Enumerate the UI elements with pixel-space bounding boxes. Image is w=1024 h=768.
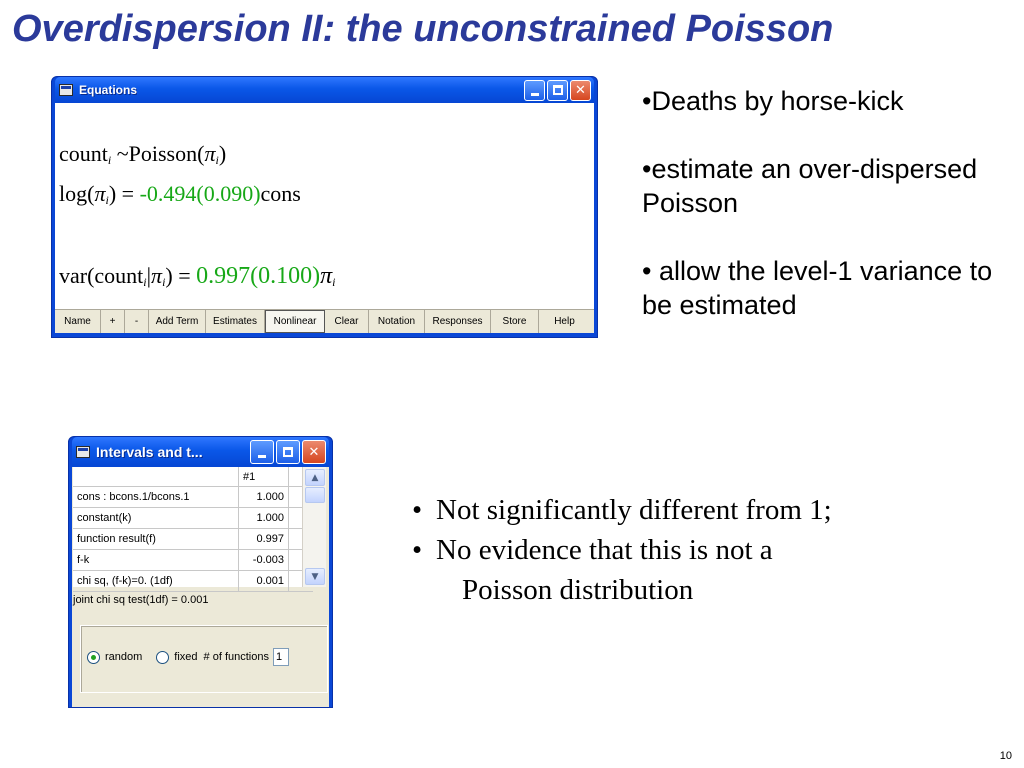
grid-scrollbar[interactable] xyxy=(302,467,326,587)
minimize-icon xyxy=(258,455,266,458)
intervals-window xyxy=(68,436,333,708)
window-app-icon xyxy=(59,84,73,96)
scroll-thumb[interactable] xyxy=(305,487,325,503)
name-button[interactable]: Name xyxy=(55,310,101,333)
close-icon: ✕ xyxy=(575,82,586,98)
bullet-item xyxy=(412,490,972,530)
grid-column-header: #1 xyxy=(239,467,289,486)
equation-distribution[interactable] xyxy=(59,141,226,168)
row-name: function result(f) xyxy=(73,529,239,549)
table-row[interactable] xyxy=(73,550,313,571)
equations-titlebar[interactable] xyxy=(55,77,594,103)
maximize-button[interactable] xyxy=(276,440,300,464)
bullet-item: • allow the level-1 variance to be estimated xyxy=(642,256,993,320)
num-functions-label: # of functions xyxy=(203,651,269,663)
bullet-continuation: Poisson distribution xyxy=(462,574,694,606)
bullet-item: •estimate an over-dispersed Poisson xyxy=(642,154,978,218)
equation-link[interactable] xyxy=(59,181,301,208)
num-functions-input[interactable]: 1 xyxy=(273,648,289,666)
equations-display xyxy=(55,103,594,309)
bullet-item xyxy=(412,530,972,570)
row-value: 1.000 xyxy=(239,508,289,528)
eq-pi: π xyxy=(204,141,216,166)
chevron-down-icon: ▼ xyxy=(311,571,319,582)
bullets-lower xyxy=(412,490,972,610)
slide-title: Overdispersion II: the unconstrained Poisson xyxy=(12,8,834,50)
minimize-button[interactable] xyxy=(250,440,274,464)
eq-log: log( xyxy=(59,181,95,206)
bullet-item: •Deaths by horse-kick xyxy=(642,86,904,116)
equation-variance[interactable] xyxy=(59,263,336,290)
eq-count: count xyxy=(59,141,108,166)
maximize-button[interactable] xyxy=(547,80,568,101)
options-panel xyxy=(80,625,328,693)
intervals-grid xyxy=(73,467,313,587)
eq-variance-estimate: 0.997(0.100) xyxy=(196,263,321,289)
intervals-titlebar[interactable] xyxy=(72,437,329,467)
bullets-right xyxy=(642,84,1002,322)
eq-subscript: i xyxy=(105,193,109,207)
row-name: chi sq, (f-k)=0. (1df) xyxy=(73,571,239,591)
responses-button[interactable]: Responses xyxy=(425,310,491,333)
equations-window-title: Equations xyxy=(79,83,138,97)
eq-subscript: i xyxy=(143,275,147,289)
eq-subscript: i xyxy=(107,153,112,167)
bullet-mark: • xyxy=(412,494,423,526)
bullet-text: No evidence that this is not a xyxy=(436,534,773,566)
help-button[interactable]: Help xyxy=(539,310,590,333)
eq-bar: | xyxy=(146,263,152,288)
row-value: -0.003 xyxy=(239,550,289,570)
grid-header-row xyxy=(73,467,313,487)
nonlinear-button[interactable]: Nonlinear xyxy=(265,310,325,333)
eq-poisson: ~Poisson( xyxy=(111,141,205,166)
table-row[interactable] xyxy=(73,508,313,529)
eq-pi: π xyxy=(94,181,106,206)
table-row[interactable] xyxy=(73,487,313,508)
fixed-label: fixed xyxy=(174,651,198,663)
scroll-up-button[interactable] xyxy=(305,469,325,486)
eq-subscript: i xyxy=(332,275,336,289)
chevron-up-icon: ▲ xyxy=(311,472,319,483)
maximize-icon xyxy=(283,447,293,457)
eq-equals: ) = xyxy=(165,263,197,288)
page-number: 10 xyxy=(999,750,1012,762)
estimates-button[interactable]: Estimates xyxy=(206,310,265,333)
minimize-button[interactable] xyxy=(524,80,545,101)
intervals-body xyxy=(72,467,329,707)
joint-test-result: joint chi sq test(1df) = 0.001 xyxy=(73,594,209,606)
row-name: constant(k) xyxy=(73,508,239,528)
minimize-icon xyxy=(531,93,539,96)
plus-button[interactable]: + xyxy=(101,310,125,333)
scroll-down-button[interactable] xyxy=(305,568,325,585)
eq-pi: π xyxy=(151,263,163,288)
grid-header-blank xyxy=(73,467,239,486)
row-value: 0.997 xyxy=(239,529,289,549)
row-value: 0.001 xyxy=(239,571,289,591)
notation-button[interactable]: Notation xyxy=(369,310,425,333)
bullet-text: Not significantly different from 1; xyxy=(436,494,832,526)
close-icon: ✕ xyxy=(308,444,320,460)
eq-subscript: i xyxy=(162,275,166,289)
intervals-window-title: Intervals and t... xyxy=(96,444,203,460)
minus-button[interactable]: - xyxy=(125,310,149,333)
eq-paren: ) xyxy=(218,141,227,166)
maximize-icon xyxy=(553,85,563,95)
eq-cons-estimate: -0.494(0.090) xyxy=(139,181,261,206)
eq-equals: ) = xyxy=(108,181,140,206)
table-row[interactable] xyxy=(73,529,313,550)
fixed-radio[interactable] xyxy=(156,651,169,664)
window-app-icon xyxy=(76,446,90,458)
clear-button[interactable]: Clear xyxy=(325,310,369,333)
equations-toolbar xyxy=(55,309,594,333)
eq-subscript: i xyxy=(215,153,219,167)
random-label: random xyxy=(105,651,143,663)
eq-pi: π xyxy=(320,263,333,289)
row-name: f-k xyxy=(73,550,239,570)
bullet-mark: • xyxy=(412,534,423,566)
add-term-button[interactable]: Add Term xyxy=(149,310,206,333)
eq-var: var(count xyxy=(59,263,144,288)
close-button[interactable] xyxy=(302,440,326,464)
store-button[interactable]: Store xyxy=(491,310,539,333)
eq-cons-term: cons xyxy=(260,181,301,206)
close-button[interactable] xyxy=(570,80,591,101)
equations-window xyxy=(51,76,598,338)
table-row[interactable] xyxy=(73,571,313,592)
random-radio[interactable] xyxy=(87,651,100,664)
radio-selected-icon xyxy=(91,655,96,660)
row-value: 1.000 xyxy=(239,487,289,507)
row-name: cons : bcons.1/bcons.1 xyxy=(73,487,239,507)
